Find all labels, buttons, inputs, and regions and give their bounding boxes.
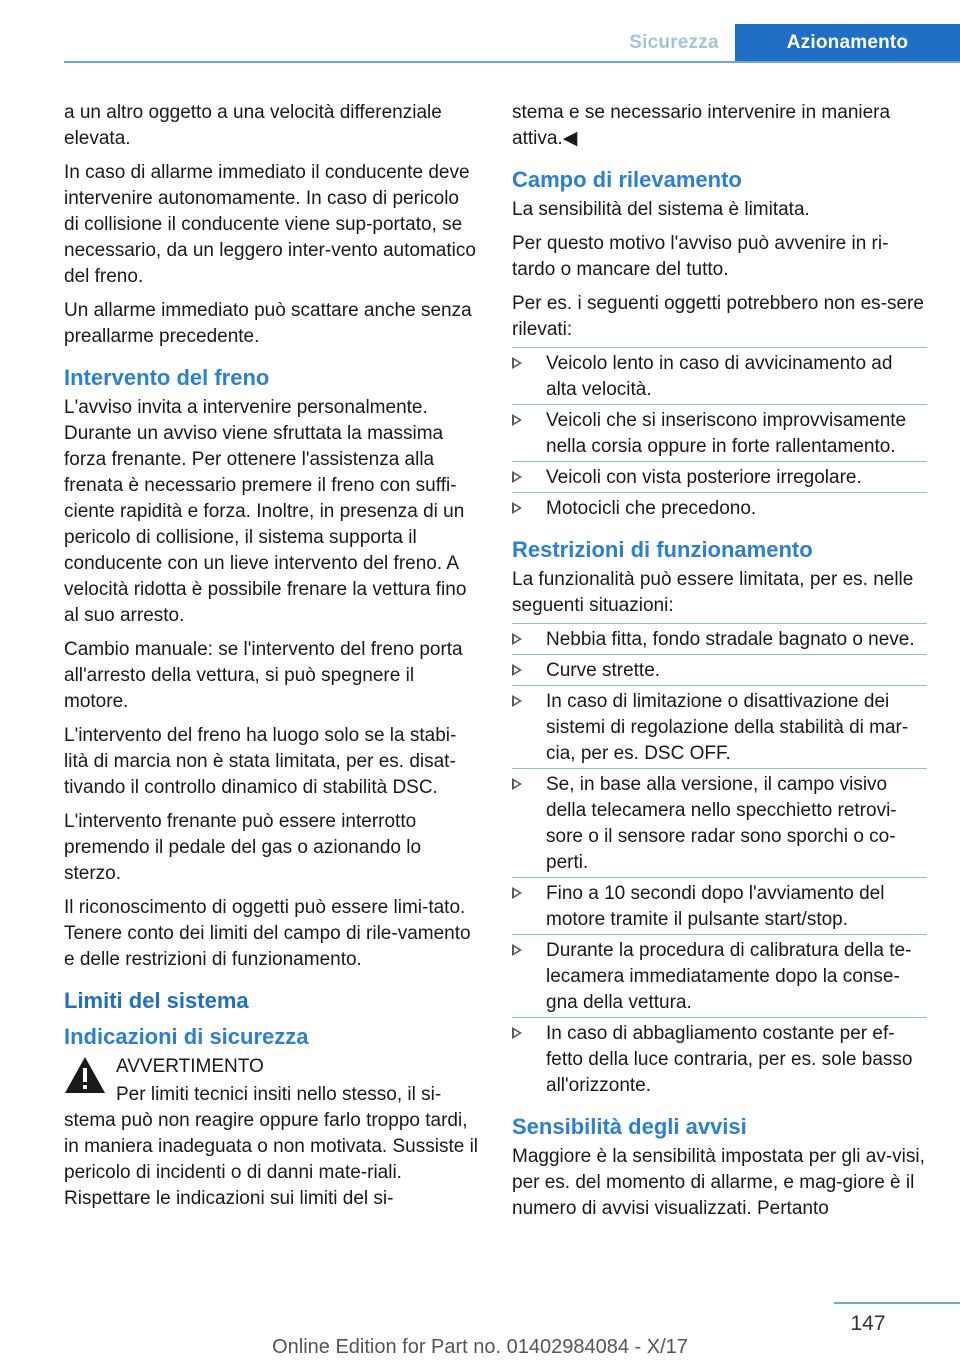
section-heading-indicazioni: Indicazioni di sicurezza xyxy=(64,1024,309,1049)
triangle-bullet-icon xyxy=(512,633,522,645)
divider xyxy=(512,685,927,686)
triangle-bullet-icon xyxy=(512,502,522,514)
list-item: Veicoli che si inseriscono improvvisamente nella corsia oppure in forte rallentamento. xyxy=(512,408,927,460)
divider xyxy=(512,623,927,624)
divider xyxy=(512,461,927,462)
paragraph: Per questo motivo l'avviso può avvenire in ri-tardo o mancare del tutto. xyxy=(512,233,889,280)
divider xyxy=(512,654,927,655)
divider xyxy=(512,492,927,493)
header-rule xyxy=(64,61,960,63)
paragraph: Un allarme immediato può scattare anche senza preallarme precedente. xyxy=(64,300,472,347)
list-item: Veicoli con vista posteriore irregolare. xyxy=(512,465,927,491)
right-column xyxy=(512,100,927,1230)
section-heading-limiti: Limiti del sistema xyxy=(64,988,249,1013)
triangle-bullet-icon xyxy=(512,414,522,426)
list-item: In caso di limitazione o disattivazione dei sistemi di regolazione della stabilità di mar-cia, per es. DSC OFF. xyxy=(512,689,927,767)
list-item: Durante la procedura di calibratura della te-lecamera immediatamente dopo la conse-gna della vettura. xyxy=(512,938,927,1016)
warning-title: AVVERTIMENTO xyxy=(116,1056,264,1077)
divider xyxy=(512,877,927,878)
paragraph: La funzionalità può essere limitata, per es. nelle seguenti situazioni: xyxy=(512,569,914,616)
paragraph: Cambio manuale: se l'intervento del freno porta all'arresto della vettura, si può spegnere il motore. xyxy=(64,639,463,712)
section-heading-restrizioni: Restrizioni di funzionamento xyxy=(512,537,813,562)
list-item: Nebbia fitta, fondo stradale bagnato o neve. xyxy=(512,627,927,653)
paragraph: stema e se necessario intervenire in maniera attiva.◀ xyxy=(512,102,891,149)
triangle-bullet-icon xyxy=(512,1027,522,1039)
footer-rule xyxy=(834,1302,960,1304)
divider xyxy=(512,934,927,935)
situations-list xyxy=(512,627,927,1099)
section-heading-campo: Campo di rilevamento xyxy=(512,167,742,192)
list-item: Se, in base alla versione, il campo visivo della telecamera nello specchietto retrovi-sore o il sensore radar sono sporchi o co-perti. xyxy=(512,772,927,876)
tab-sicurezza[interactable]: Sicurezza xyxy=(629,31,719,53)
triangle-bullet-icon xyxy=(512,357,522,369)
paragraph: Per es. i seguenti oggetti potrebbero non es-sere rilevati: xyxy=(512,293,924,340)
section-heading-intervento: Intervento del freno xyxy=(64,365,270,390)
triangle-bullet-icon xyxy=(512,471,522,483)
list-item: Curve strette. xyxy=(512,658,927,684)
paragraph: In caso di allarme immediato il conducente deve intervenire autonomamente. In caso di pericolo di collisione il conducente viene sup-portato, se necessario, da un leggero inter-vento automatico del freno. xyxy=(64,162,476,287)
triangle-bullet-icon xyxy=(512,778,522,790)
section-heading-sensibilita: Sensibilità degli avvisi xyxy=(512,1114,747,1139)
triangle-bullet-icon xyxy=(512,944,522,956)
objects-list xyxy=(512,351,927,522)
list-item: In caso di abbagliamento costante per ef-fetto della luce contraria, per es. sole basso all'orizzonte. xyxy=(512,1021,927,1099)
paragraph: L'intervento frenante può essere interrotto premendo il pedale del gas o azionando lo sterzo. xyxy=(64,811,422,884)
paragraph: Maggiore è la sensibilità impostata per gli av-visi, per es. del momento di allarme, e mag-giore è il numero di avvisi visualizzati. Pertanto xyxy=(512,1146,925,1219)
divider xyxy=(512,404,927,405)
triangle-bullet-icon xyxy=(512,887,522,899)
warning-block xyxy=(64,1054,479,1080)
paragraph: L'intervento del freno ha luogo solo se la stabi-lità di marcia non è stata limitata, per es. disat-tivando il controllo dinamico di stabilità DSC. xyxy=(64,725,457,798)
divider xyxy=(512,347,927,348)
tab-azionamento[interactable]: Azionamento xyxy=(735,24,960,61)
paragraph: La sensibilità del sistema è limitata. xyxy=(512,199,810,220)
divider xyxy=(512,1017,927,1018)
paragraph: L'avviso invita a intervenire personalmente. Durante un avviso viene sfruttata la massima forza frenante. Per ottenere l'assistenza alla frenata è necessario premere il freno con suffi-ciente rapidità e forza. Inoltre, in presenza di un pericolo di collisione, il sistema supporta il conducente con un lieve intervento del freno. A velocità ridotta è possibile frenare la vettura fino al suo arresto. xyxy=(64,397,467,626)
paragraph: a un altro oggetto a una velocità differenziale elevata. xyxy=(64,102,442,149)
edition-footer: Online Edition for Part no. 01402984084 - X/17 xyxy=(272,1336,688,1358)
triangle-bullet-icon xyxy=(512,695,522,707)
list-item: Veicolo lento in caso di avvicinamento ad alta velocità. xyxy=(512,351,927,403)
paragraph: Il riconoscimento di oggetti può essere limi-tato. Tenere conto dei limiti del campo di rile-vamento e delle restrizioni di funzionamento. xyxy=(64,897,471,970)
page-number: 147 xyxy=(850,1312,886,1335)
warning-triangle-icon xyxy=(64,1056,106,1094)
list-item: Motocicli che precedono. xyxy=(512,496,927,522)
divider xyxy=(512,768,927,769)
triangle-bullet-icon xyxy=(512,664,522,676)
list-item: Fino a 10 secondi dopo l'avviamento del motore tramite il pulsante start/stop. xyxy=(512,881,927,933)
left-column xyxy=(64,100,479,1220)
warning-text: Per limiti tecnici insiti nello stesso, il si-stema può non reagire oppure farlo troppo tardi, in maniera inadeguata o non motivata. Sussiste il pericolo di incidenti o di danni mate-riali. Rispettare le indicazioni sui limiti del si- xyxy=(64,1084,479,1209)
